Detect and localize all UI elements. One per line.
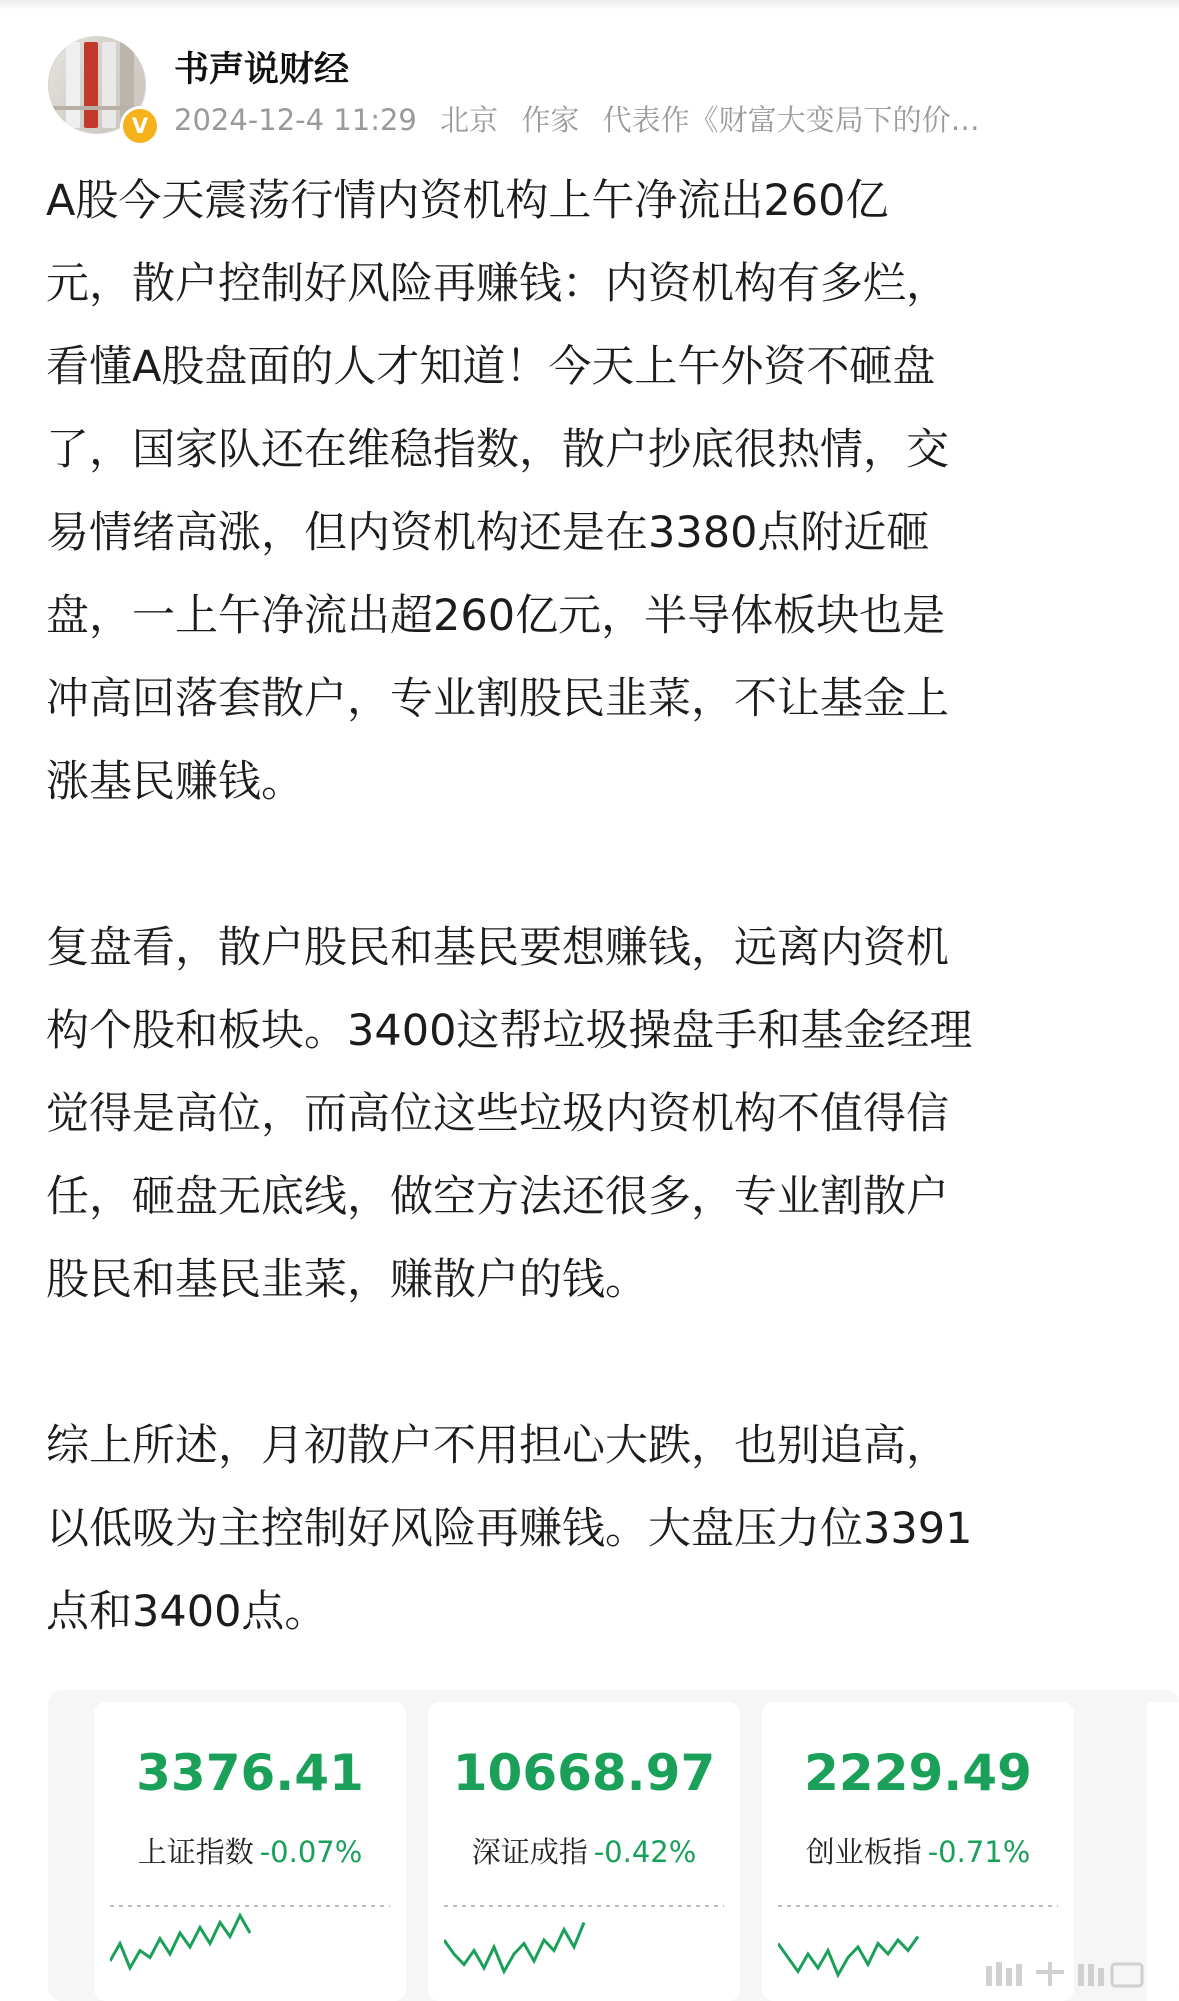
text-line: A股今天震荡行情内资机构上午净流出260亿 [46,176,889,226]
sparkline-path [110,1916,250,1969]
index-value: 3376.41 [136,1744,364,1802]
text-line: 点和3400点。 [46,1587,328,1637]
index-card-shenzhen[interactable] [428,1702,740,2001]
author-name[interactable]: 书声说财经 [174,50,350,90]
text-line: 易情绪高涨，但内资机构还是在3380点附近砸 [46,508,930,558]
index-sparkline [110,1892,390,1992]
text-line: 构个股和板块。3400这帮垃圾操盘手和基金经理 [46,1006,973,1056]
post-timestamp: 2024-12-4 11:29 [174,103,417,137]
text-line: 以低吸为主控制好风险再赚钱。大盘压力位3391 [46,1504,973,1554]
index-sparkline [444,1892,724,1992]
author-profession: 作家 [521,103,580,137]
market-index-strip [48,1690,1179,2001]
text-line: 冲高回落套散户，专业割股民韭菜，不让基金上 [46,674,949,724]
index-change: -0.71% [927,1835,1031,1869]
index-change: -0.07% [259,1835,363,1869]
text-line: 元，散户控制好风险再赚钱：内资机构有多烂， [46,259,949,309]
post-location: 北京 [440,103,499,137]
top-edge [0,0,1179,10]
text-line: 觉得是高位，而高位这些垃圾内资机构不值得信 [46,1089,949,1139]
index-name: 创业板指 [805,1835,922,1869]
next-card-peek[interactable] [1147,1702,1179,2001]
text-line: 股民和基民韭菜，赚散户的钱。 [46,1255,648,1305]
author-bio: 代表作《财富大变局下的价… [602,103,980,137]
text-line: 了，国家队还在维稳指数，散户抄底很热情，交 [46,425,949,475]
text-line: 盘，一上午净流出超260亿元，半导体板块也是 [46,591,946,641]
index-card-chinext[interactable] [762,1702,1074,2001]
text-line: 复盘看，散户股民和基民要想赚钱，远离内资机 [46,923,949,973]
index-value: 2229.49 [804,1744,1032,1802]
sparkline-path [444,1923,584,1972]
index-value: 10668.97 [452,1744,716,1802]
watermark-icon [980,1958,1160,1992]
text-line: 看懂A股盘面的人才知道！今天上午外资不砸盘 [46,342,936,392]
post-body [46,160,1146,1654]
post-header [48,36,1148,140]
index-name: 上证指数 [137,1835,254,1869]
text-line: 涨基民赚钱。 [46,757,304,807]
paragraph-1 [46,160,1146,824]
text-line: 综上所述，月初散户不用担心大跌，也别追高， [46,1421,949,1471]
paragraph-2 [46,907,1146,1322]
index-card-shanghai[interactable] [94,1702,406,2001]
post-meta [174,98,994,139]
verified-badge-icon: V [120,106,160,146]
text-line: 任，砸盘无底线，做空方法还很多，专业割散户 [46,1172,949,1222]
index-change: -0.42% [593,1835,697,1869]
index-name: 深证成指 [471,1835,588,1869]
paragraph-3 [46,1405,1146,1654]
sparkline-path [778,1937,918,1976]
